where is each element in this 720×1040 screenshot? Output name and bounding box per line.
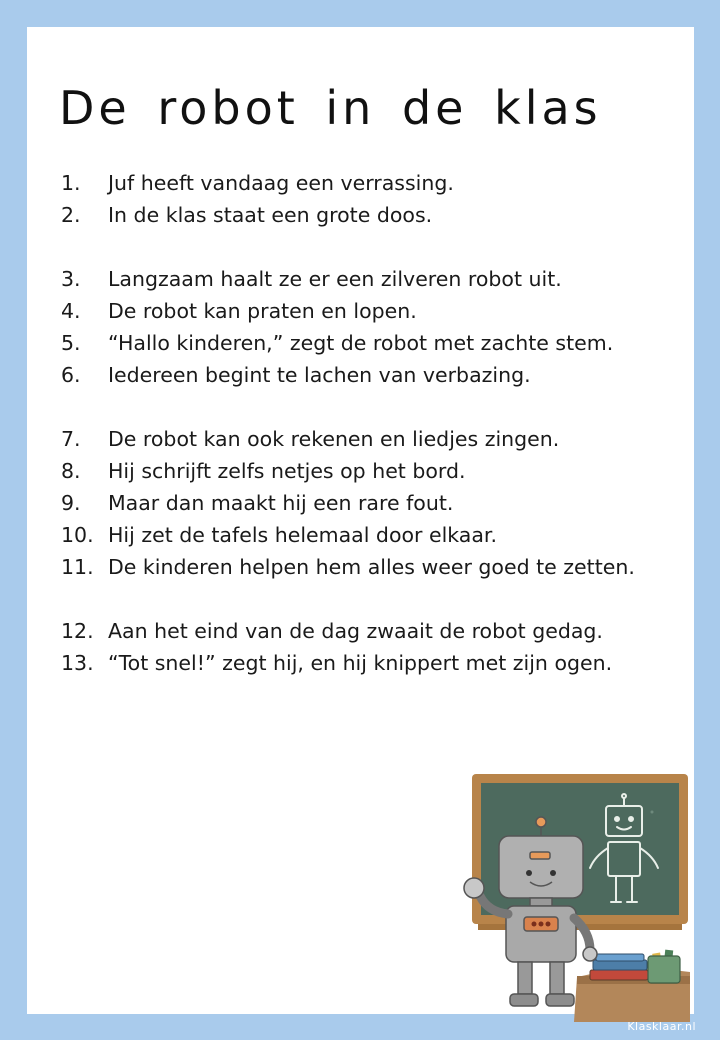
line-number: 8. (61, 459, 81, 483)
line-number: 13. (61, 651, 94, 675)
line-text: Maar dan maakt hij een rare fout. (108, 491, 454, 515)
story-line-7 (61, 423, 671, 455)
brand-watermark: Klasklaar.nl (627, 1020, 696, 1033)
story-line-12 (61, 615, 671, 647)
story-list (61, 167, 671, 679)
line-text: De robot kan praten en lopen. (108, 299, 417, 323)
story-line-13 (61, 647, 671, 679)
line-number: 4. (61, 299, 81, 323)
line-number: 1. (61, 171, 81, 195)
line-text: “Tot snel!” zegt hij, en hij knippert met zijn ogen. (108, 651, 613, 675)
story-line-4 (61, 295, 671, 327)
story-line-6 (61, 359, 671, 391)
story-line-11 (61, 551, 671, 583)
line-number: 10. (61, 523, 94, 547)
line-text: “Hallo kinderen,” zegt de robot met zachte stem. (108, 331, 614, 355)
line-number: 6. (61, 363, 81, 387)
line-number: 2. (61, 203, 81, 227)
story-line-1 (61, 167, 671, 199)
story-card (27, 27, 694, 1014)
line-text: Langzaam haalt ze er een zilveren robot uit. (108, 267, 562, 291)
line-text: Hij zet de tafels helemaal door elkaar. (108, 523, 497, 547)
line-number: 7. (61, 427, 81, 451)
story-line-3 (61, 263, 671, 295)
story-line-10 (61, 519, 671, 551)
line-number: 12. (61, 619, 94, 643)
line-text: Juf heeft vandaag een verrassing. (108, 171, 454, 195)
line-number: 9. (61, 491, 81, 515)
robot-classroom-illustration (432, 772, 692, 1022)
pencil-cup-icon (648, 950, 680, 983)
line-text: Iedereen begint te lachen van verbazing. (108, 363, 531, 387)
story-line-9 (61, 487, 671, 519)
line-text: Hij schrijft zelfs netjes op het bord. (108, 459, 466, 483)
story-line-8 (61, 455, 671, 487)
line-text: In de klas staat een grote doos. (108, 203, 433, 227)
books-icon (590, 954, 648, 980)
line-number: 11. (61, 555, 94, 579)
story-line-5 (61, 327, 671, 359)
line-text: De robot kan ook rekenen en liedjes zingen. (108, 427, 560, 451)
line-number: 5. (61, 331, 81, 355)
page-title: De robot in de klas (59, 81, 602, 135)
story-line-2 (61, 199, 671, 231)
line-text: De kinderen helpen hem alles weer goed te zetten. (108, 555, 635, 579)
line-text: Aan het eind van de dag zwaait de robot gedag. (108, 619, 603, 643)
line-number: 3. (61, 267, 81, 291)
